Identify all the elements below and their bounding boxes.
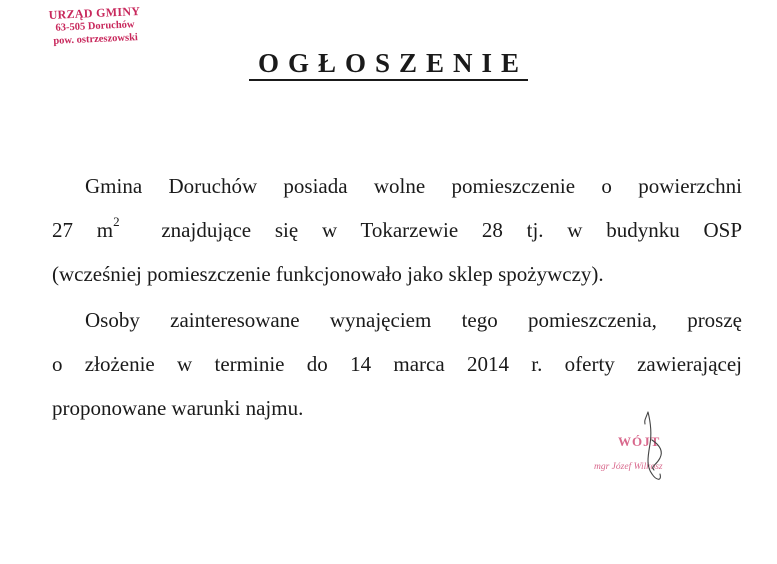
signature-title: WÓJT xyxy=(618,434,661,449)
paragraph-request-line-3: proponowane warunki najmu. xyxy=(52,396,304,420)
stamp-district: pow. ostrzeszowski xyxy=(53,32,139,47)
paragraph-request-line-1: Osoby zainteresowane wynajęciem tego pomieszczenia, proszę xyxy=(85,308,742,332)
paragraph-offer-line-3: (wcześniej pomieszczenie funkcjonowało jako sklep spożywczy). xyxy=(52,262,604,286)
area-value: 27 m xyxy=(52,218,114,242)
office-header-stamp xyxy=(39,4,151,49)
paragraph-request-line-2: o złożenie w terminie do 14 marca 2014 r. oferty zawierającej xyxy=(52,352,742,376)
paragraph-offer-line-1: Gmina Doruchów posiada wolne pomieszczenie o powierzchni xyxy=(85,174,742,198)
area-superscript: 2 xyxy=(113,214,120,229)
stamp-office-name: URZĄD GMINY xyxy=(48,4,141,23)
signature-name: mgr Józef Wilkosz xyxy=(594,462,663,472)
stamp-address: 63-505 Doruchów xyxy=(55,19,135,34)
location-text: znajdujące się w Tokarzewie 28 tj. w budynku OSP xyxy=(161,218,743,242)
paragraph-offer-line-2 xyxy=(52,208,742,252)
announcement-title: OGŁOSZENIE xyxy=(249,48,528,81)
paragraph-offer xyxy=(52,164,742,296)
handwritten-signature xyxy=(590,410,700,490)
announcement-title-wrap xyxy=(0,48,777,79)
signature-stamp xyxy=(590,410,700,490)
